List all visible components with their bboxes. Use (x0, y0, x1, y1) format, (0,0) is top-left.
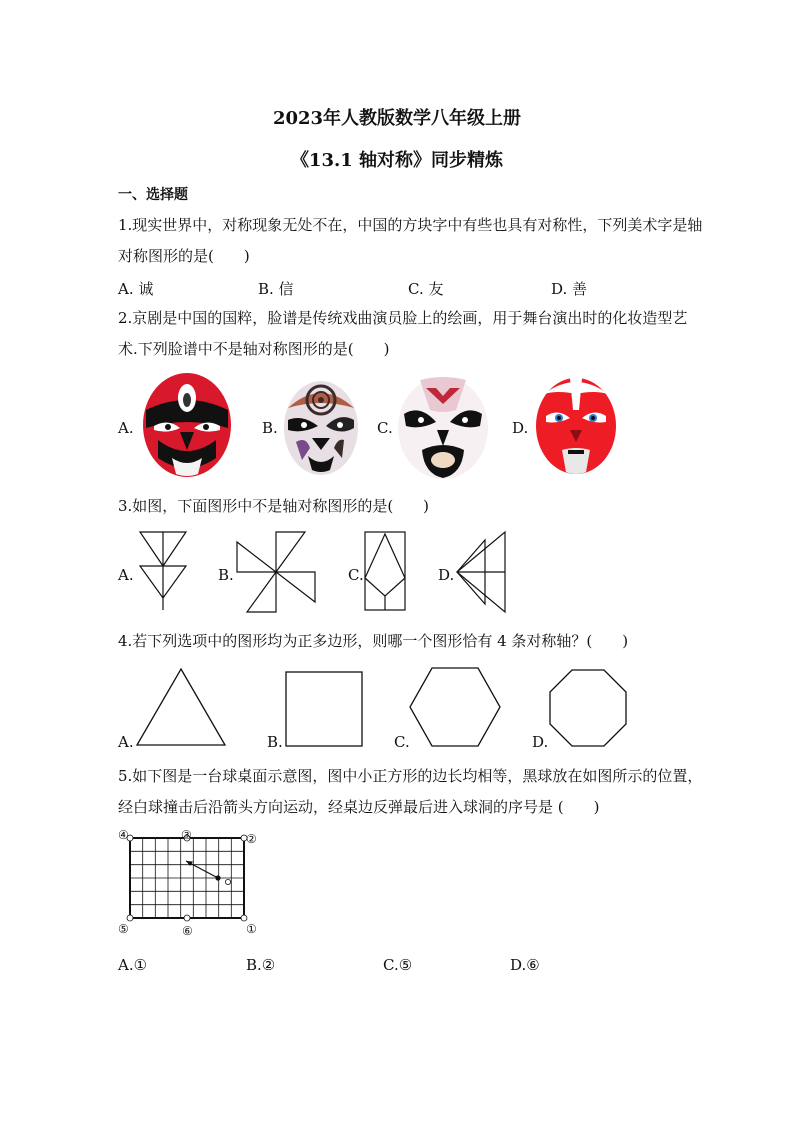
q4-label-c[interactable]: C. (394, 733, 410, 751)
pocket-label-3: ③ (181, 828, 192, 842)
pocket-label-1: ① (246, 922, 257, 936)
q1-option-c[interactable]: C. 友 (408, 280, 444, 298)
q4-label-d[interactable]: D. (532, 733, 549, 751)
section-heading: 一、选择题 (118, 187, 188, 203)
question-5-stem: 5.如下图是一台球桌面示意图，图中小正方形的边长均相等，黑球放在如图所示的位置，经白球撞击后沿箭头方向运动，经桌边反弹最后进入球洞的序号是 ( ) (118, 767, 703, 816)
pocket-label-2: ② (246, 832, 257, 846)
octagon-figure (548, 668, 628, 748)
opera-mask-c (396, 374, 490, 480)
opera-mask-a (140, 370, 234, 478)
square-figure (284, 670, 364, 748)
q3-label-a[interactable]: A. (118, 566, 134, 584)
pocket-label-4: ④ (118, 828, 129, 842)
page-title: 2023年人教版数学八年级上册 (272, 108, 522, 129)
question-2-stem: 2.京剧是中国的国粹，脸谱是传统戏曲演员脸上的绘画，用于舞台演出时的化妆造型艺术.下列脸谱中不是轴对称图形的是( ) (118, 309, 688, 358)
pocket-label-5: ⑤ (118, 922, 129, 936)
q2-label-a[interactable]: A. (118, 419, 134, 437)
q5-option-a[interactable]: A.① (118, 956, 148, 974)
q3-label-b[interactable]: B. (218, 566, 234, 584)
figure-3a (138, 530, 188, 612)
q4-label-a[interactable]: A. (118, 733, 134, 751)
hexagon-figure (408, 666, 502, 748)
question-4-stem: 4.若下列选项中的图形均为正多边形，则哪一个图形恰有 4 条对称轴？( ) (118, 632, 629, 650)
question-3-stem: 3.如图，下面图形中不是轴对称图形的是( ) (118, 497, 430, 515)
q4-label-b[interactable]: B. (267, 733, 283, 751)
pocket-label-6: ⑥ (182, 924, 193, 938)
q5-option-d[interactable]: D.⑥ (510, 956, 540, 974)
q1-option-d[interactable]: D. 善 (551, 280, 588, 298)
opera-mask-b (282, 378, 360, 476)
q3-label-d[interactable]: D. (438, 566, 455, 584)
question-1-stem: 1.现实世界中，对称现象无处不在，中国的方块字中有些也具有对称性，下列美术字是轴对称图形的是( ) (118, 216, 703, 265)
q2-label-d[interactable]: D. (512, 419, 529, 437)
q1-option-b[interactable]: B. 信 (258, 280, 294, 298)
q3-label-c[interactable]: C. (348, 566, 364, 584)
figure-3b (235, 530, 317, 614)
q1-option-a[interactable]: A. 诚 (118, 280, 154, 298)
q2-label-b[interactable]: B. (262, 419, 278, 437)
q2-label-c[interactable]: C. (377, 419, 393, 437)
page-subtitle: 《13.1 轴对称》同步精炼 (290, 150, 504, 171)
figure-3c (363, 530, 407, 612)
figure-3d (455, 530, 507, 614)
q5-option-c[interactable]: C.⑤ (383, 956, 413, 974)
q5-option-b[interactable]: B.② (246, 956, 276, 974)
opera-mask-d (534, 376, 618, 476)
triangle-figure (134, 666, 228, 748)
